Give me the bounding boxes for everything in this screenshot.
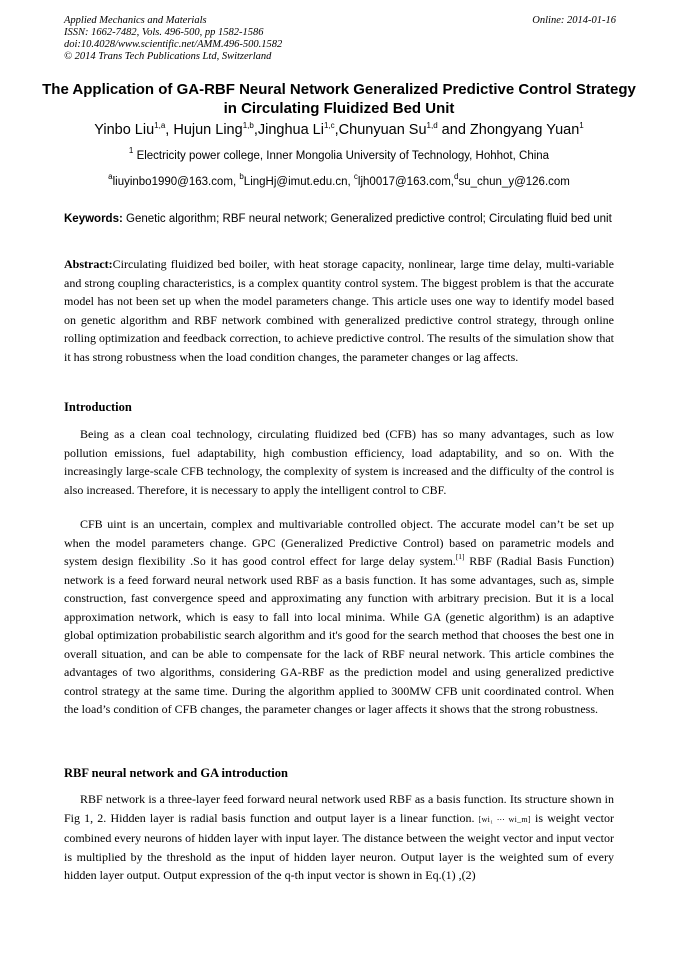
author-list: Yinbo Liu$^{1,a}$, Hujun Ling$^{1,b}$,Jinghua Li$^{1,c}$,Chunyuan Su$^{1,d}$ and Zhongyang Yuan$^1$ (94, 121, 584, 138)
section-heading-rbf-ga: RBF neural network and GA introduction (64, 766, 288, 780)
keywords (64, 210, 614, 229)
author-sup: 1 (579, 121, 584, 130)
author-sup: 1,b (242, 121, 254, 130)
author-sup: 1,c (323, 121, 335, 130)
author-name: Hujun Ling (173, 122, 243, 138)
abstract-text: Circulating fluidized bed boiler, with heat storage capacity, nonlinear, large time delay, multi-variable and strong coupling characteristics, is a complex quantity control system. The biggest problem is that the accurate model has not been set up when the model parameters change. This article uses one way to identify model based on genetic algorithm and RBF network combined with generalized predictive control strategy, through online rolling optimization and feedback correction, to achieve predictive control. The results of the simulation show that it has strong robustness when the load condition changes, the parameter changes or lag affects. (64, 257, 614, 364)
paper-title: The Application of GA-RBF Neural Network Generalized Predictive Control Strategy in Circulating Fluidized Bed Unit (42, 81, 636, 117)
keywords-text: Genetic algorithm; RBF neural network; Generalized predictive control; Circulating fluid bed unit (126, 213, 612, 225)
journal-name: Applied Mechanics and Materials (64, 15, 207, 26)
rbf-paragraph-1: RBF network is a three-layer feed forward neural network used RBF as a basis function. Its structure shown in Fig 1, 2. Hidden layer is radial basis function and output layer is a linear function. [wi₁ ⋯ wi_m] is weight vector combined every neurons of hidden layer with input layer. The distance between the weight vector and input vector is multiplied by the threshold as the input of hidden layer neuron. Output layer is the weighted sum of every hidden layer output. Output expression of the q-th input vector is shown in Eq.(1) ,(2) (64, 792, 614, 882)
affiliation-text: Electricity power college, Inner Mongolia University of Technology, Hohhot, China (136, 150, 550, 162)
doi-line[interactable]: doi:10.4028/www.scientific.net/AMM.496-500.1582 (64, 39, 283, 50)
author-sup: 1,a (154, 121, 166, 130)
email-list: $^a$liuyinbo1990@163.com, $^b$LingHj@imut.edu.cn, $^c$ljh0017@163.com,$^d$su_chun_y@126.com (108, 172, 570, 188)
author-name: Zhongyang Yuan (469, 122, 580, 138)
section-heading-introduction: Introduction (64, 400, 132, 414)
author-name: Jinghua Li (257, 122, 324, 138)
citation-ref[interactable]: [1] (455, 552, 465, 561)
online-date: Online: 2014-01-16 (532, 15, 616, 26)
email-link[interactable]: ljh0017@163.com (357, 176, 451, 188)
author-name: Chunyuan Su (338, 122, 427, 138)
weight-vector-formula: [wi₁ ⋯ wi_m] (478, 814, 531, 824)
abstract (64, 255, 614, 366)
issn-line: ISSN: 1662-7482, Vols. 496-500, pp 1582-1586 (64, 27, 264, 38)
affiliation-sup: 1 (128, 146, 134, 155)
author-sup: 1,d (426, 121, 438, 130)
copyright-line: © 2014 Trans Tech Publications Ltd, Switzerland (64, 51, 272, 62)
keywords-label: Keywords: (64, 213, 123, 225)
author-name: Yinbo Liu (94, 122, 155, 138)
intro-paragraph-2: CFB uint is an uncertain, complex and multivariable controlled object. The accurate model can’t be set up when the model parameters change. GPC (Generalized Predictive Control) based on parametric models and system design flexibility .So it has good control effect for large delay system.[1] RBF (Radial Basis Function) network is a feed forward neural network used RBF as a basis function. It has some advantages, such as, simple construction, fast convergence speed and approximating any function with arbitrary precision. But it is a local approximation network, which is easy to fall into local minima. While GA (genetic algorithm) is an adaptive global optimization probabilistic search algorithm and it's good for the search method that chooses the best one in overall situation, and can be able to compensate for the lack of RBF neural network. This article combines the advantages of two algorithms, considering GA-RBF as the prediction model and using generalized predictive control strategy at the same time. During the algorithm applied to 300MW CFB unit coordinated control. When the load’s condition of CFB changes, the parameter changes or lager affects it shows that the strong robustness. (64, 517, 615, 716)
email-link[interactable]: LingHj@imut.edu.cn (243, 176, 348, 188)
email-link[interactable]: liuyinbo1990@163.com (112, 176, 233, 188)
abstract-label: Abstract: (64, 257, 113, 271)
intro-paragraph-1: Being as a clean coal technology, circulating fluidized bed (CFB) has so many advantages, such as low pollution emissions, fuel adaptability, high combustion efficiency, load adaptability, and so on. With the increasingly large-scale CFB technology, the complexity of system is increased and the difficulty of the control is also increased. Therefore, it is necessary to apply the intelligent control to CBF. (64, 427, 614, 497)
email-link[interactable]: su_chun_y@126.com (458, 176, 570, 188)
affiliation (30, 146, 648, 162)
